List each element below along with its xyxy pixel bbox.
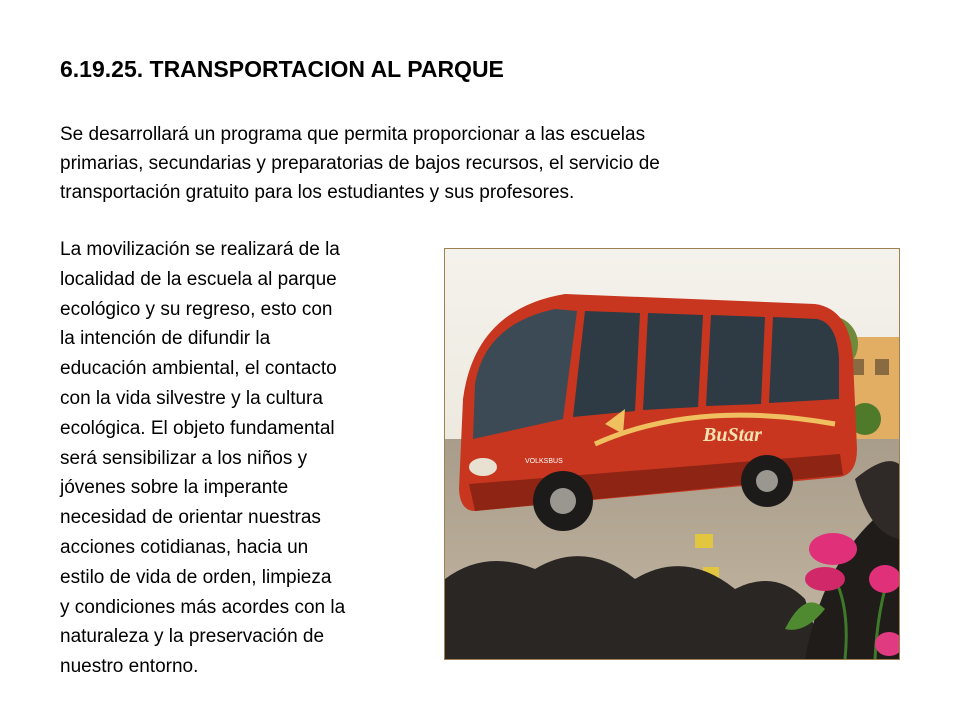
body-line: nuestro entorno. [60, 656, 199, 678]
slide-title: 6.19.25. TRANSPORTACION AL PARQUE [60, 56, 504, 82]
bus-photo [444, 248, 900, 660]
headlight [469, 458, 497, 476]
pink-flower [805, 567, 845, 591]
body-line: la intención de difundir la [60, 328, 271, 350]
curb-marker [695, 534, 713, 548]
bus-window [643, 313, 703, 410]
intro-line: primarias, secundarias y preparatorias de bajos recursos, el servicio de [60, 153, 660, 174]
body-line: ecológica. El objeto fundamental [60, 417, 335, 439]
body-line: necesidad de orientar nuestras [60, 507, 321, 529]
intro-line: transportación gratuito para los estudiantes y sus profesores. [60, 182, 575, 203]
bus-window [769, 317, 839, 403]
body-line: con la vida silvestre y la cultura [60, 387, 323, 409]
bus-maker-label: VOLKSBUS [525, 458, 563, 465]
body-line: será sensibilizar a los niños y [60, 447, 308, 469]
pink-flower [809, 533, 857, 565]
building-window [875, 359, 889, 375]
bus-window [706, 315, 765, 406]
body-line: educación ambiental, el contacto [60, 358, 337, 380]
body-line: acciones cotidianas, hacia un [60, 536, 309, 558]
body-line: jóvenes sobre la imperante [60, 477, 289, 499]
intro-line: Se desarrollará un programa que permita proporcionar a las escuelas [60, 124, 646, 145]
body-line: La movilización se realizará de la [60, 239, 340, 260]
body-line: ecológico y su regreso, esto con [60, 298, 333, 320]
body-paragraph [60, 235, 440, 682]
body-line: naturaleza y la preservación de [60, 626, 325, 648]
bus-illustration [445, 249, 899, 659]
rear-wheel-hub [756, 470, 778, 492]
front-wheel-hub [550, 488, 576, 514]
body-line: localidad de la escuela al parque [60, 268, 337, 290]
bus-brand-label: BuStar [703, 424, 762, 446]
body-line: estilo de vida de orden, limpieza [60, 566, 332, 588]
intro-paragraph [60, 120, 840, 207]
body-line: y condiciones más acordes con la [60, 596, 346, 618]
